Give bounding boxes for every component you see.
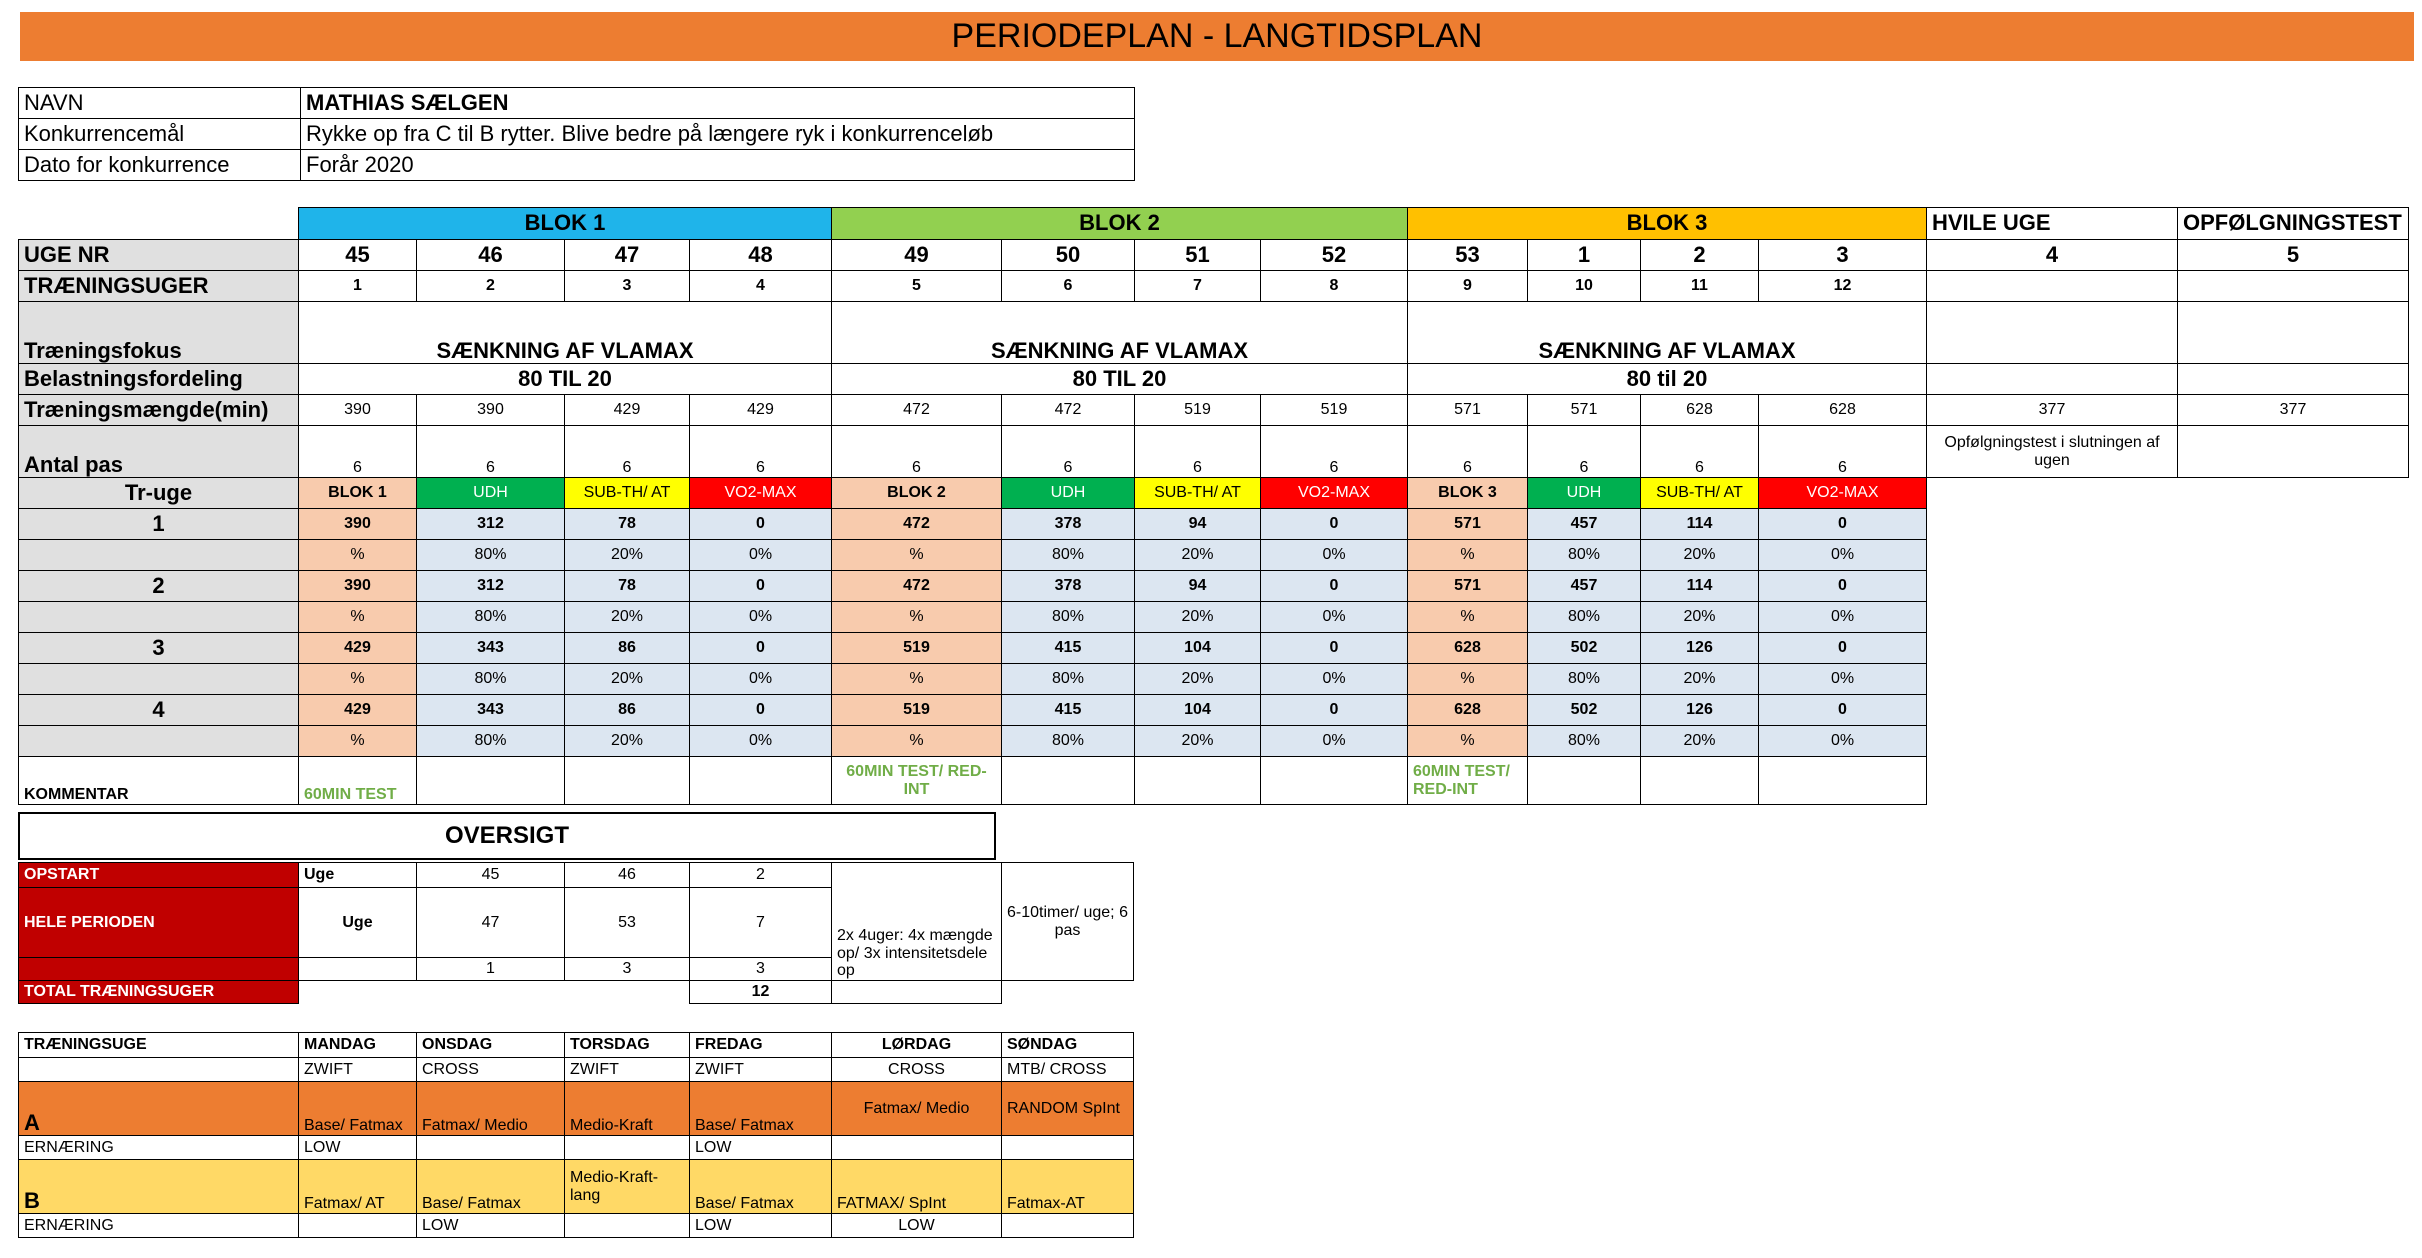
zone-cell: 415 (1002, 633, 1135, 664)
zone-cell: 457 (1528, 571, 1641, 602)
zone-cell: 80% (1528, 602, 1641, 633)
plan-a-label: A (19, 1082, 299, 1136)
zone-cell: 0% (1261, 540, 1408, 571)
plan-a-cell: RANDOM SpInt (1002, 1082, 1134, 1136)
blok2-belast: 80 TIL 20 (832, 364, 1408, 395)
zone-cell: 20% (1135, 540, 1261, 571)
zone-cell: 80% (417, 664, 565, 695)
maengde-cell: 519 (1135, 395, 1261, 426)
antal-cell: 6 (1641, 426, 1759, 478)
training-week: 2 (417, 271, 565, 302)
opstart-value: 45 (417, 863, 565, 888)
antal-cell: 6 (1528, 426, 1641, 478)
b-ern-cell: LOW (690, 1214, 832, 1238)
zone-row (19, 726, 2409, 757)
schedule-header: FREDAG (690, 1033, 832, 1058)
b-ern-cell: LOW (832, 1214, 1002, 1238)
zone-cell: 0% (690, 726, 832, 757)
zone-cell: 20% (565, 540, 690, 571)
zone-cell: 571 (1408, 571, 1528, 602)
zone-cell: 20% (565, 664, 690, 695)
total-label: TOTAL TRÆNINGSUGER (19, 981, 299, 1004)
zone-cell: 502 (1528, 695, 1641, 726)
zone-cell: 86 (565, 695, 690, 726)
zone-cell: 519 (832, 633, 1002, 664)
zone-cell: 80% (417, 540, 565, 571)
zone-header: VO2-MAX (690, 478, 832, 509)
zone-cell: 472 (832, 571, 1002, 602)
zone-cell: 80% (1002, 726, 1135, 757)
zone-cell: 429 (299, 633, 417, 664)
zone-cell: 0% (1759, 602, 1927, 633)
zone-cell: 0 (690, 695, 832, 726)
sub-value: 1 (417, 958, 565, 981)
maengde-cell: 390 (417, 395, 565, 426)
training-week: 7 (1135, 271, 1261, 302)
plan-b-cell: Medio-Kraft-lang (565, 1160, 690, 1214)
blok2-header: BLOK 2 (832, 208, 1408, 240)
zone-cell: 472 (832, 509, 1002, 540)
plan-a-cell: Fatmax/ Medio (832, 1082, 1002, 1136)
zone-cell: 114 (1641, 571, 1759, 602)
uge-nr-label: UGE NR (19, 240, 299, 271)
zone-cell: % (299, 664, 417, 695)
week-number: 2 (1641, 240, 1759, 271)
zone-cell: 0 (1261, 633, 1408, 664)
maengde-cell: 628 (1759, 395, 1927, 426)
hele-value: 53 (565, 888, 690, 958)
a-ern-cell (1002, 1136, 1134, 1160)
a-ern-cell: LOW (299, 1136, 417, 1160)
training-week: 10 (1528, 271, 1641, 302)
b-ern-cell (299, 1214, 417, 1238)
training-week: 4 (690, 271, 832, 302)
opf-header: OPFØLGNINGSTEST (2178, 208, 2409, 240)
maengde-cell: 571 (1408, 395, 1528, 426)
zone-cell: % (832, 540, 1002, 571)
maengde-cell: 390 (299, 395, 417, 426)
zone-cell: % (1408, 726, 1528, 757)
zone-cell: 0% (1759, 540, 1927, 571)
zone-cell: % (832, 664, 1002, 695)
zone-rows (19, 509, 2409, 757)
zone-cell: 80% (1528, 664, 1641, 695)
zone-cell: 80% (417, 602, 565, 633)
zone-cell: 20% (1641, 602, 1759, 633)
zone-cell: 20% (1135, 664, 1261, 695)
training-week: 1 (299, 271, 417, 302)
truge-label: Tr-uge (19, 478, 299, 509)
zone-header: BLOK 1 (299, 478, 417, 509)
opstart-value: 46 (565, 863, 690, 888)
blok3-fokus: SÆNKNING AF VLAMAX (1408, 302, 1927, 364)
hele-label: HELE PERIODEN (19, 888, 299, 958)
zone-row (19, 602, 2409, 633)
plan-b-label: B (19, 1160, 299, 1214)
antal-cell: 6 (1408, 426, 1528, 478)
zone-cell: 80% (1002, 540, 1135, 571)
blok2-kommentar: 60MIN TEST/ RED-INT (832, 757, 1002, 805)
zone-cell: % (832, 726, 1002, 757)
week-number: 51 (1135, 240, 1261, 271)
zone-cell: 0% (1261, 664, 1408, 695)
zone-row-label (19, 664, 299, 695)
zone-cell: % (1408, 540, 1528, 571)
plan-b-cell: FATMAX/ SpInt (832, 1160, 1002, 1214)
training-week: 8 (1261, 271, 1408, 302)
zone-cell: 126 (1641, 633, 1759, 664)
week-number: 49 (832, 240, 1002, 271)
zone-row-label (19, 540, 299, 571)
zone-cell: 502 (1528, 633, 1641, 664)
zone-cell: 0 (690, 571, 832, 602)
week-number: 45 (299, 240, 417, 271)
sub-value: 3 (565, 958, 690, 981)
blok1-kommentar: 60MIN TEST (299, 757, 417, 805)
plan-b-cell: Fatmax/ AT (299, 1160, 417, 1214)
training-week: 5 (832, 271, 1002, 302)
antal-cell: 6 (1135, 426, 1261, 478)
antal-cell: 6 (417, 426, 565, 478)
zone-row (19, 695, 2409, 726)
training-week: 3 (565, 271, 690, 302)
zone-cell: 78 (565, 571, 690, 602)
week-number: 47 (565, 240, 690, 271)
zone-row (19, 509, 2409, 540)
zone-row-label: 2 (19, 571, 299, 602)
zone-row (19, 540, 2409, 571)
a-ern-cell (832, 1136, 1002, 1160)
zone-row-label (19, 726, 299, 757)
zone-cell: 0% (1261, 726, 1408, 757)
maengde-cell: 377 (1927, 395, 2178, 426)
week-number: 4 (1927, 240, 2178, 271)
maengde-cell: 472 (1002, 395, 1135, 426)
b-ern-cell (565, 1214, 690, 1238)
zone-row-label: 3 (19, 633, 299, 664)
week-number: 50 (1002, 240, 1135, 271)
blok1-belast: 80 TIL 20 (299, 364, 832, 395)
zone-row-label (19, 602, 299, 633)
zone-header: BLOK 2 (832, 478, 1002, 509)
zone-cell: 80% (1528, 726, 1641, 757)
zone-cell: 0 (1261, 509, 1408, 540)
total-value: 12 (690, 981, 832, 1004)
plan-a-cell: Fatmax/ Medio (417, 1082, 565, 1136)
hele-note2: 6-10timer/ uge; 6 pas (1002, 863, 1134, 981)
a-ern-cell (417, 1136, 565, 1160)
hele-value: 7 (690, 888, 832, 958)
zone-cell: 20% (565, 602, 690, 633)
type-cell: ZWIFT (690, 1058, 832, 1082)
week-number: 46 (417, 240, 565, 271)
antal-cell: 6 (299, 426, 417, 478)
maengde-cell: 377 (2178, 395, 2409, 426)
zone-cell: 519 (832, 695, 1002, 726)
zone-cell: 457 (1528, 509, 1641, 540)
zone-cell: 20% (1135, 726, 1261, 757)
opstart-uge: Uge (299, 863, 417, 888)
week-number: 48 (690, 240, 832, 271)
zone-cell: 0 (690, 509, 832, 540)
fokus-label: Træningsfokus (19, 302, 299, 364)
dato-value: Forår 2020 (301, 150, 1135, 181)
ernaering-label: ERNÆRING (19, 1136, 299, 1160)
kommentar-label: KOMMENTAR (19, 757, 299, 805)
maengde-cell: 519 (1261, 395, 1408, 426)
plan-b-cell: Fatmax-AT (1002, 1160, 1134, 1214)
zone-cell: 343 (417, 695, 565, 726)
oversigt-table (18, 862, 1134, 1004)
blok1-fokus: SÆNKNING AF VLAMAX (299, 302, 832, 364)
maengde-cell: 628 (1641, 395, 1759, 426)
antal-label: Antal pas (19, 426, 299, 478)
type-cell: ZWIFT (299, 1058, 417, 1082)
week-number: 5 (2178, 240, 2409, 271)
zone-cell: 0% (690, 602, 832, 633)
zone-cell: 0 (690, 633, 832, 664)
maengde-cell: 571 (1528, 395, 1641, 426)
week-number: 52 (1261, 240, 1408, 271)
belast-label: Belastningsfordeling (19, 364, 299, 395)
plan-b-cell: Base/ Fatmax (690, 1160, 832, 1214)
plan-a-cell: Medio-Kraft (565, 1082, 690, 1136)
schedule-header: LØRDAG (832, 1033, 1002, 1058)
zone-cell: % (1408, 664, 1528, 695)
blok3-belast: 80 til 20 (1408, 364, 1927, 395)
zone-cell: 0 (1261, 571, 1408, 602)
zone-cell: 0 (1261, 695, 1408, 726)
a-ern-cell: LOW (690, 1136, 832, 1160)
zone-cell: 0 (1759, 695, 1927, 726)
zone-cell: 628 (1408, 695, 1528, 726)
zone-row (19, 633, 2409, 664)
week-number: 1 (1528, 240, 1641, 271)
sub-value: 3 (690, 958, 832, 981)
schedule-table (18, 1032, 1134, 1238)
antal-cell: 6 (690, 426, 832, 478)
blok2-fokus: SÆNKNING AF VLAMAX (832, 302, 1408, 364)
blok3-header: BLOK 3 (1408, 208, 1927, 240)
zone-cell: 20% (1641, 726, 1759, 757)
maengde-cell: 472 (832, 395, 1002, 426)
antal-cell: 6 (565, 426, 690, 478)
zone-cell: 80% (1002, 664, 1135, 695)
zone-cell: 80% (1002, 602, 1135, 633)
zone-cell: 94 (1135, 509, 1261, 540)
maengde-cell: 429 (690, 395, 832, 426)
opstart-value: 2 (690, 863, 832, 888)
schedule-header: TRÆNINGSUGE (19, 1033, 299, 1058)
zone-cell: 20% (1135, 602, 1261, 633)
zone-cell: 20% (565, 726, 690, 757)
maengde-cell: 429 (565, 395, 690, 426)
zone-cell: 114 (1641, 509, 1759, 540)
week-number: 53 (1408, 240, 1528, 271)
zone-cell: 0% (1261, 602, 1408, 633)
oversigt-title: OVERSIGT (18, 812, 996, 860)
athlete-info-table (18, 87, 1135, 181)
zone-cell: 0% (1759, 664, 1927, 695)
hele-note: 2x 4uger: 4x mængde op/ 3x intensitetsdele op (832, 863, 1002, 981)
training-week: 9 (1408, 271, 1528, 302)
zone-cell: 628 (1408, 633, 1528, 664)
zone-cell: 0 (1759, 633, 1927, 664)
zone-cell: 378 (1002, 509, 1135, 540)
zone-cell: % (299, 726, 417, 757)
page-title: PERIODEPLAN - LANGTIDSPLAN (20, 12, 2414, 61)
zone-row-label: 4 (19, 695, 299, 726)
maal-label: Konkurrencemål (19, 119, 301, 150)
zone-cell: 86 (565, 633, 690, 664)
b-ern-cell (1002, 1214, 1134, 1238)
zone-header: VO2-MAX (1261, 478, 1408, 509)
a-ern-cell (565, 1136, 690, 1160)
zone-cell: 343 (417, 633, 565, 664)
zone-cell: % (832, 602, 1002, 633)
maengde-label: Træningsmængde(min) (19, 395, 299, 426)
antal-note: Opfølgningstest i slutningen af ugen (1927, 426, 2178, 478)
blok1-header: BLOK 1 (299, 208, 832, 240)
period-plan-table (18, 207, 2409, 805)
zone-cell: 312 (417, 571, 565, 602)
antal-cell: 6 (1261, 426, 1408, 478)
plan-a-cell: Base/ Fatmax (690, 1082, 832, 1136)
zone-header: BLOK 3 (1408, 478, 1528, 509)
zone-cell: 80% (1528, 540, 1641, 571)
zone-cell: 126 (1641, 695, 1759, 726)
zone-cell: 20% (1641, 540, 1759, 571)
zone-cell: 378 (1002, 571, 1135, 602)
hele-uge: Uge (299, 888, 417, 958)
schedule-header: MANDAG (299, 1033, 417, 1058)
type-cell: CROSS (417, 1058, 565, 1082)
zone-cell: 0% (690, 540, 832, 571)
maal-value: Rykke op fra C til B rytter. Blive bedre på længere ryk i konkurrenceløb (301, 119, 1135, 150)
antal-cell: 6 (832, 426, 1002, 478)
zone-row (19, 664, 2409, 695)
zone-cell: 390 (299, 571, 417, 602)
zone-cell: 78 (565, 509, 690, 540)
zone-cell: 415 (1002, 695, 1135, 726)
dato-label: Dato for konkurrence (19, 150, 301, 181)
zone-cell: 312 (417, 509, 565, 540)
zone-cell: % (299, 540, 417, 571)
zone-cell: 429 (299, 695, 417, 726)
training-week: 12 (1759, 271, 1927, 302)
zone-header: UDH (1002, 478, 1135, 509)
zone-cell: 94 (1135, 571, 1261, 602)
zone-cell: 571 (1408, 509, 1528, 540)
navn-value: MATHIAS SÆLGEN (301, 88, 1135, 119)
zone-header: VO2-MAX (1759, 478, 1927, 509)
zone-cell: 80% (417, 726, 565, 757)
zone-cell: 20% (1641, 664, 1759, 695)
traeningsuger-label: TRÆNINGSUGER (19, 271, 299, 302)
zone-row-label: 1 (19, 509, 299, 540)
zone-cell: % (299, 602, 417, 633)
zone-cell: 104 (1135, 695, 1261, 726)
hele-value: 47 (417, 888, 565, 958)
schedule-header: SØNDAG (1002, 1033, 1134, 1058)
plan-a-cell: Base/ Fatmax (299, 1082, 417, 1136)
zone-header: SUB-TH/ AT (1135, 478, 1261, 509)
schedule-header: ONSDAG (417, 1033, 565, 1058)
b-ern-cell: LOW (417, 1214, 565, 1238)
zone-header: SUB-TH/ AT (1641, 478, 1759, 509)
training-week: 11 (1641, 271, 1759, 302)
week-number: 3 (1759, 240, 1927, 271)
zone-cell: 0 (1759, 509, 1927, 540)
zone-header: UDH (1528, 478, 1641, 509)
antal-cell: 6 (1002, 426, 1135, 478)
zone-header: SUB-TH/ AT (565, 478, 690, 509)
blok3-kommentar: 60MIN TEST/ RED-INT (1408, 757, 1528, 805)
type-cell: CROSS (832, 1058, 1002, 1082)
zone-cell: 104 (1135, 633, 1261, 664)
zone-cell: 0% (1759, 726, 1927, 757)
zone-cell: 0 (1759, 571, 1927, 602)
schedule-header: TORSDAG (565, 1033, 690, 1058)
opstart-label: OPSTART (19, 863, 299, 888)
zone-cell: 390 (299, 509, 417, 540)
zone-cell: 0% (690, 664, 832, 695)
zone-header: UDH (417, 478, 565, 509)
hvile-header: HVILE UGE (1927, 208, 2178, 240)
plan-b-cell: Base/ Fatmax (417, 1160, 565, 1214)
zone-row (19, 571, 2409, 602)
antal-cell: 6 (1759, 426, 1927, 478)
navn-label: NAVN (19, 88, 301, 119)
type-cell: ZWIFT (565, 1058, 690, 1082)
type-cell: MTB/ CROSS (1002, 1058, 1134, 1082)
ernaering-label: ERNÆRING (19, 1214, 299, 1238)
zone-cell: % (1408, 602, 1528, 633)
training-week: 6 (1002, 271, 1135, 302)
